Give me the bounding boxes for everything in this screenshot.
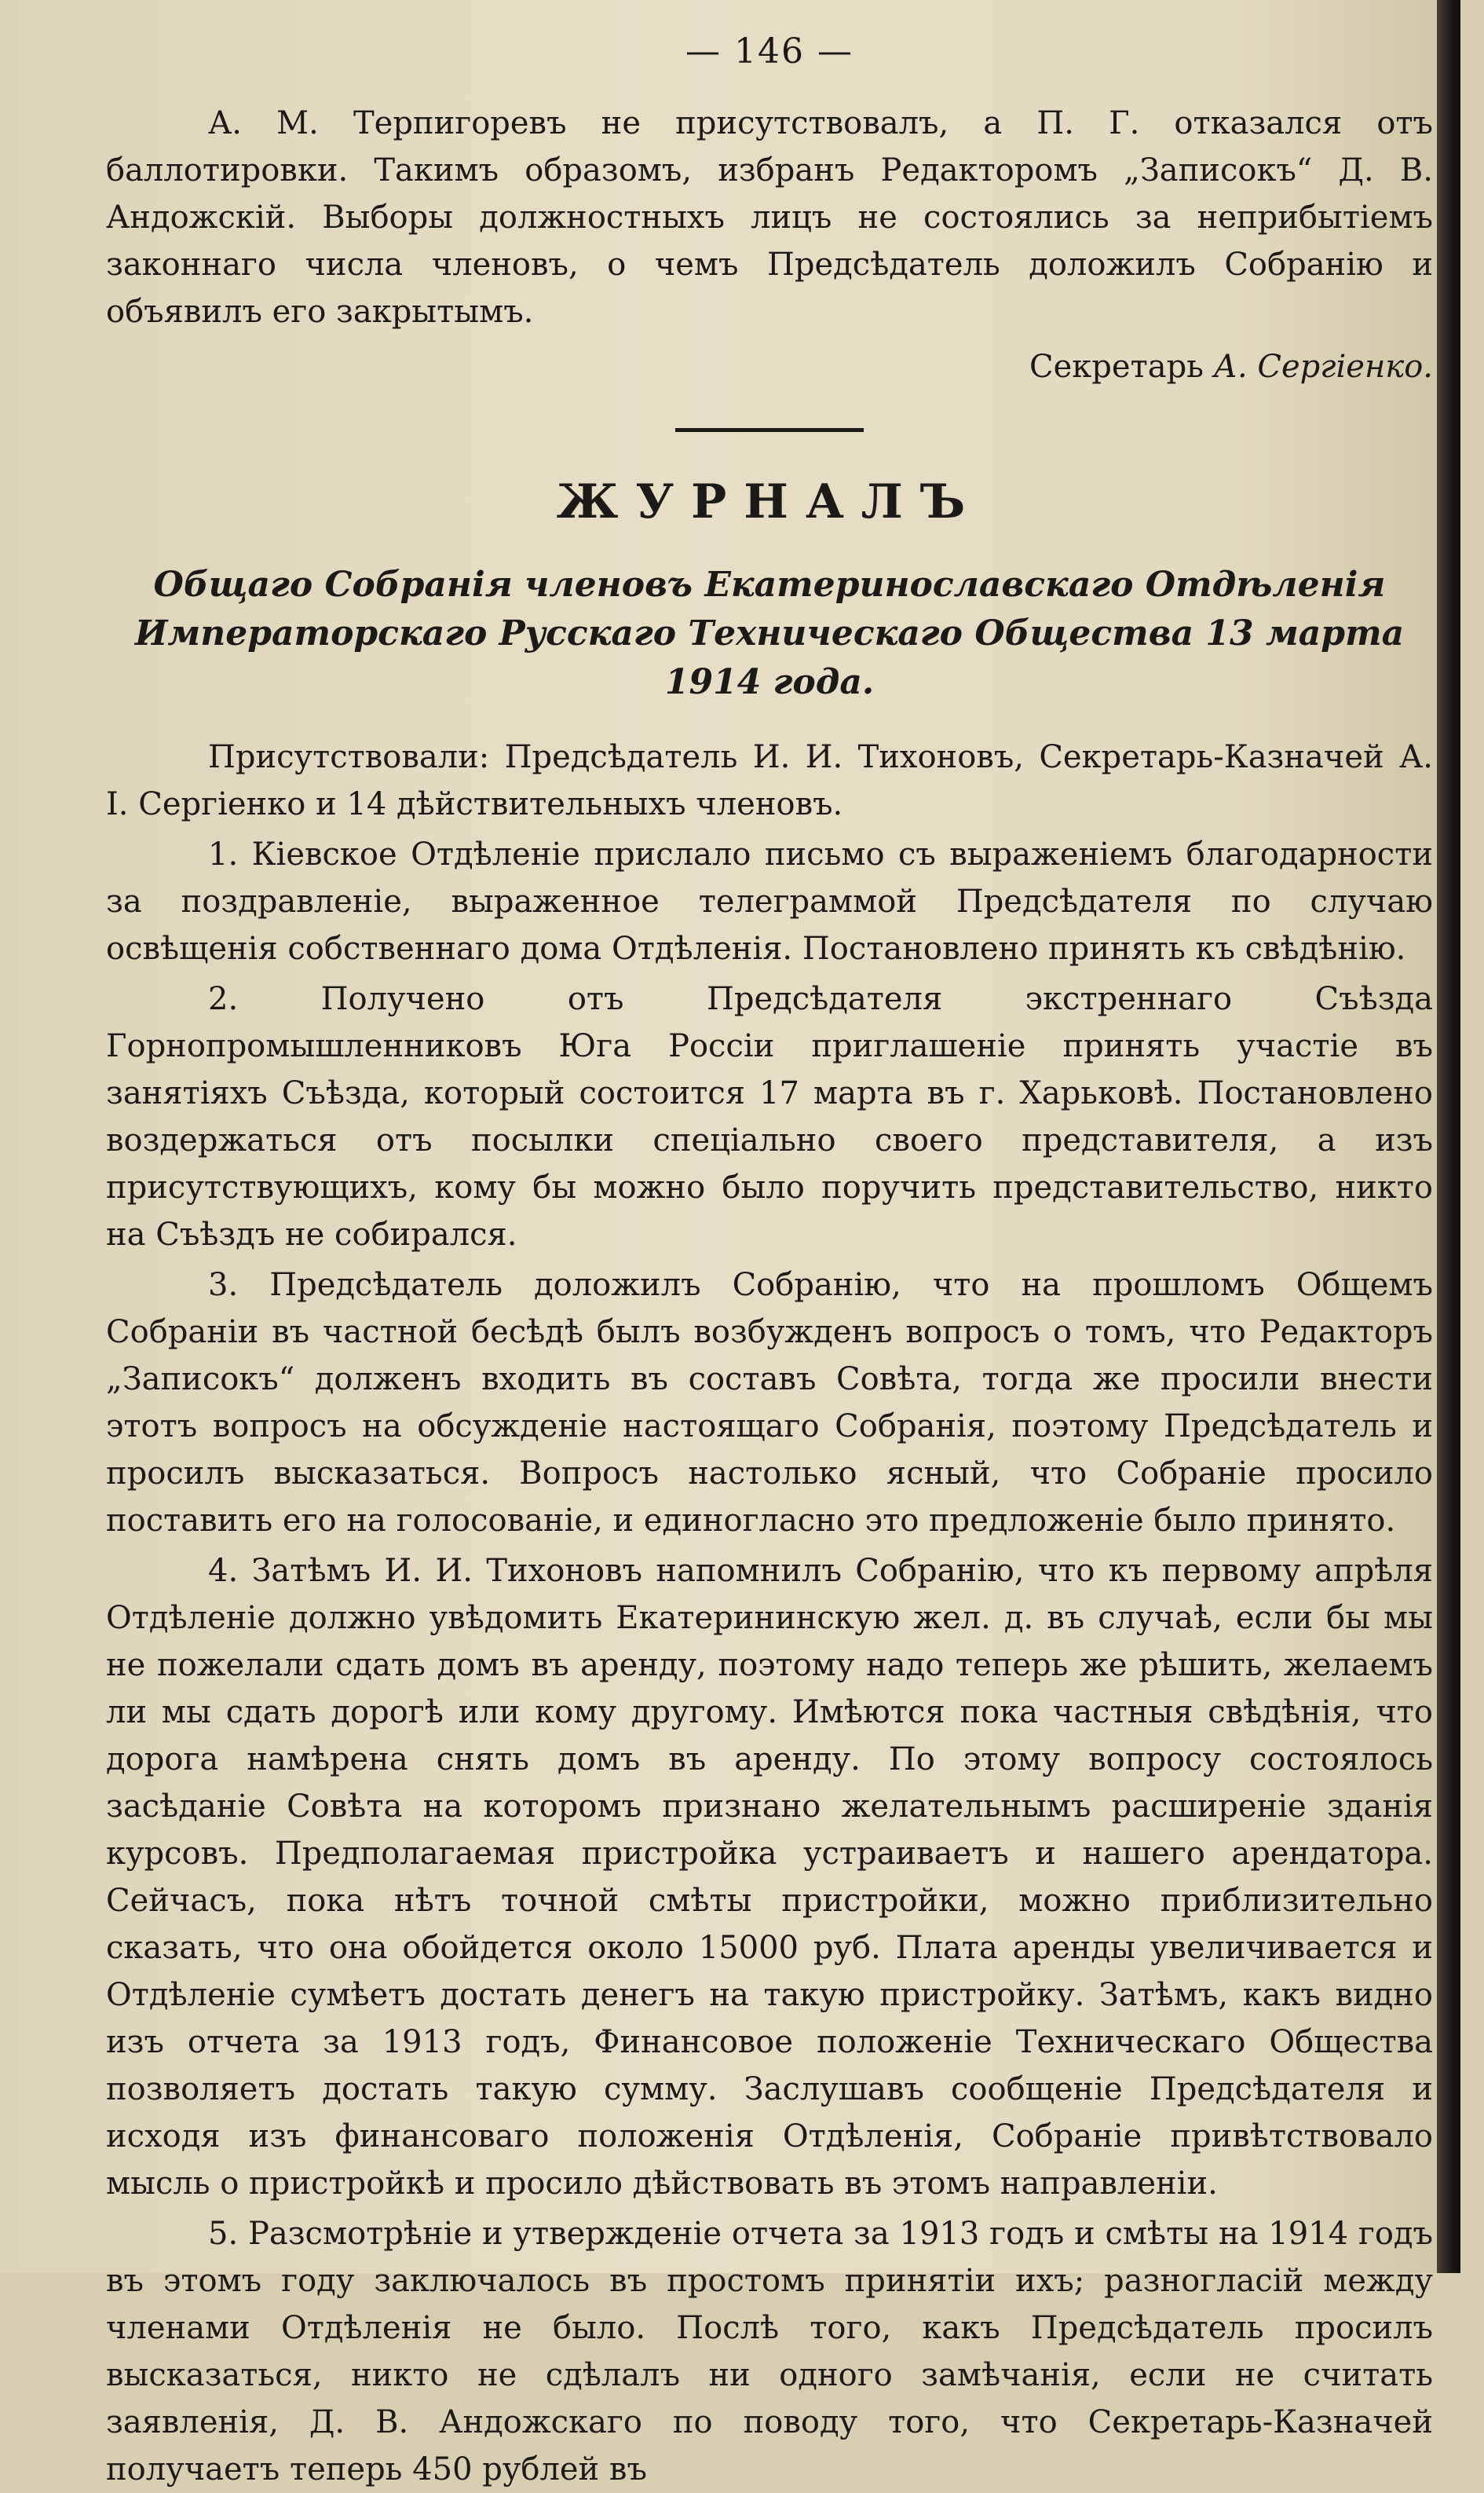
page-content: [106, 31, 1433, 2493]
journal-title: ЖУРНАЛЪ: [556, 474, 983, 529]
page-number: — 146 —: [685, 31, 853, 71]
signature-name: А. Сергіенко.: [1213, 349, 1433, 385]
book-spine-edge: [1437, 0, 1460, 2273]
journal-subtitle: Общаго Собранія членовъ Екатеринославскаго Отдѣленія Императорскаго Русскаго Техническаго Общества 13 марта 1914 года.: [134, 565, 1405, 702]
section-divider: [675, 428, 864, 432]
signature-label: Секретарь: [1029, 349, 1204, 385]
item-2-paragraph: 2. Получено отъ Предсѣдателя экстреннаго Съѣзда Горнопромышленниковъ Юга Россіи приглашеніе принять участіе въ занятіяхъ Съѣзда, который состоится 17 марта въ г. Харьковѣ. Постановлено воздержаться отъ посылки спеціально своего представителя, а изъ присутствующихъ, кому бы можно было поручить представительство, никто на Съѣздъ не собирался.: [106, 981, 1433, 1253]
item-5-paragraph: 5. Разсмотрѣніе и утвержденіе отчета за 1913 годъ и смѣты на 1914 годъ въ этомъ году заключалось въ простомъ принятіи ихъ; разногласій между членами Отдѣленія не было. Послѣ того, какъ Предсѣдатель просилъ высказаться, никто не сдѣлалъ ни одного замѣчанія, если не считать заявленія, Д. В. Андожскаго по поводу того, что Секретарь-Казначей получаетъ теперь 450 рублей въ: [106, 2216, 1433, 2488]
attendance-paragraph: Присутствовали: Предсѣдатель И. И. Тихоновъ, Секретарь-Казначей А. І. Сергіенко и 14 дѣйствительныхъ членовъ.: [106, 739, 1433, 822]
item-4-paragraph: 4. Затѣмъ И. И. Тихоновъ напомнилъ Собранію, что къ первому апрѣля Отдѣленіе должно увѣдомить Екатерининскую жел. д. въ случаѣ, если бы мы не пожелали сдать домъ въ аренду, поэтому надо теперь же рѣшить, желаемъ ли мы сдать дорогѣ или кому другому. Имѣются пока частныя свѣдѣнія, что дорога намѣрена снять домъ въ аренду. По этому вопросу состоялось засѣданіе Совѣта на которомъ признано желательнымъ расширеніе зданія курсовъ. Предполагаемая пристройка устраиваетъ и нашего арендатора. Сейчасъ, пока нѣтъ точной смѣты пристройки, можно приблизительно сказать, что она обойдется около 15000 руб. Плата аренды увеличивается и Отдѣленіе сумѣетъ достать денегъ на такую пристройку. Затѣмъ, какъ видно изъ отчета за 1913 годъ, Финансовое положеніе Техническаго Общества позволяетъ достать такую сумму. Заслушавъ сообщеніе Предсѣдателя и исходя изъ финансоваго положенія Отдѣленія, Собраніе привѣтствовало мысль о пристройкѣ и просило дѣйствовать въ этомъ направленіи.: [106, 1553, 1433, 2202]
minutes-body: [106, 734, 1433, 2493]
signature-line: [106, 343, 1433, 390]
intro-paragraph: А. М. Терпигоревъ не присутствовалъ, а П. Г. отказался отъ баллотировки. Такимъ образомъ, избранъ Редакторомъ „Записокъ“ Д. В. Андожскій. Выборы должностныхъ лицъ не состоялись за неприбытіемъ законнаго числа членовъ, о чемъ Предсѣдатель доложилъ Собранію и объявилъ его закрытымъ.: [106, 105, 1433, 330]
item-1-paragraph: 1. Кіевское Отдѣленіе прислало письмо съ выраженіемъ благодарности за поздравленіе, выраженное телеграммой Предсѣдателя по случаю освѣщенія собственнаго дома Отдѣленія. Постановлено принять къ свѣдѣнію.: [106, 836, 1433, 967]
item-3-paragraph: 3. Предсѣдатель доложилъ Собранію, что на прошломъ Общемъ Собраніи въ частной бесѣдѣ былъ возбужденъ вопросъ о томъ, что Редакторъ „Записокъ“ долженъ входить въ составъ Совѣта, тогда же просили внести этотъ вопросъ на обсужденіе настоящаго Собранія, поэтому Предсѣдатель и просилъ высказаться. Вопросъ настолько ясный, что Собраніе просило поставить его на голосованіе, и единогласно это предложеніе было принято.: [106, 1267, 1433, 1539]
